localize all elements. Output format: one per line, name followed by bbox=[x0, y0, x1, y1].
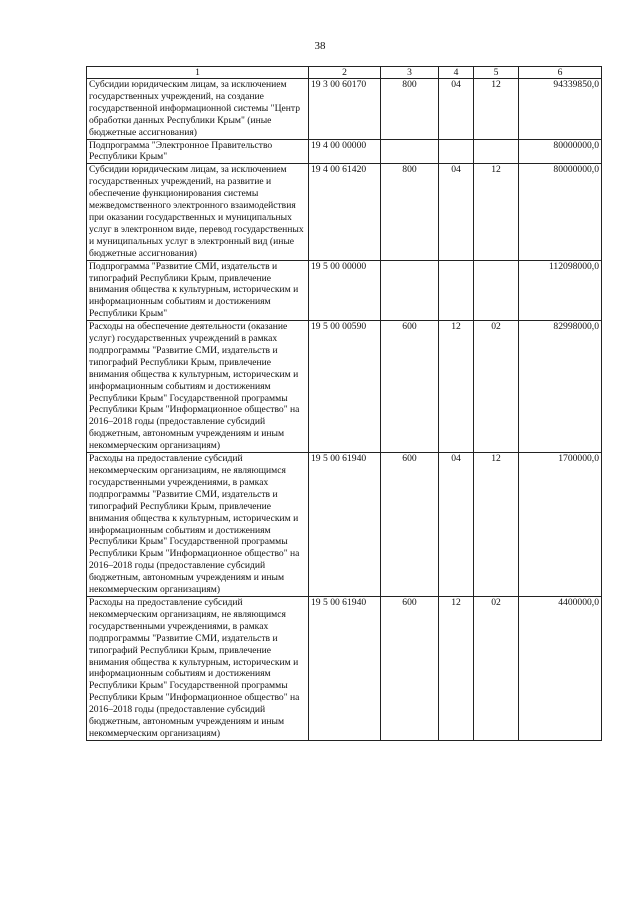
row-name: Расходы на предоставление субсидий некоммерческим организациям, не являющимся государственными учреждениями, в рамках подпрограммы "Развитие СМИ, издательств и типографий Республики Крым, привлечение внимания общества к культурным, историческим и информационным событиям и достижениям Республики Крым" Государственной программы Республики Крым "Информационное общество" на 2016–2018 годы (предоставление субсидий бюджетным, автономным учреждениям и иным некоммерческим организациям) bbox=[87, 596, 309, 740]
table-header-row bbox=[87, 67, 602, 79]
row-expense-type bbox=[381, 139, 439, 164]
column-header: 2 bbox=[309, 67, 381, 79]
row-subsection bbox=[474, 139, 519, 164]
row-subsection: 12 bbox=[474, 79, 519, 140]
row-target-article: 19 5 00 00000 bbox=[309, 260, 381, 321]
row-section: 12 bbox=[439, 321, 474, 453]
row-name: Расходы на обеспечение деятельности (оказание услуг) государственных учреждений в рамках подпрограммы "Развитие СМИ, издательств и типографий Республики Крым, привлечение внимания общества к культурным, историческим и информационным событиям и достижениям Республики Крым" Государственной программы Республики Крым "Информационное общество" на 2016–2018 годы (предоставление субсидий бюджетным, автономным учреждениям и иным некоммерческим организациям) bbox=[87, 321, 309, 453]
row-expense-type: 600 bbox=[381, 453, 439, 597]
row-target-article: 19 3 00 60170 bbox=[309, 79, 381, 140]
row-expense-type: 600 bbox=[381, 321, 439, 453]
row-target-article: 19 4 00 00000 bbox=[309, 139, 381, 164]
row-section bbox=[439, 139, 474, 164]
row-section: 04 bbox=[439, 164, 474, 260]
row-subsection: 12 bbox=[474, 453, 519, 597]
row-expense-type bbox=[381, 260, 439, 321]
row-name: Расходы на предоставление субсидий некоммерческим организациям, не являющимся государственными учреждениями, в рамках подпрограммы "Развитие СМИ, издательств и типографий Республики Крым, привлечение внимания общества к культурным, историческим и информационным событиям и достижениям Республики Крым" Государственной программы Республики Крым "Информационное общество" на 2016–2018 годы (предоставление субсидий бюджетным, автономным учреждениям и иным некоммерческим организациям) bbox=[87, 453, 309, 597]
column-header: 5 bbox=[474, 67, 519, 79]
row-amount: 112098000,0 bbox=[519, 260, 602, 321]
row-subsection: 12 bbox=[474, 164, 519, 260]
page-number: 38 bbox=[314, 40, 326, 52]
row-target-article: 19 5 00 61940 bbox=[309, 453, 381, 597]
row-subsection: 02 bbox=[474, 321, 519, 453]
row-section: 12 bbox=[439, 596, 474, 740]
row-section: 04 bbox=[439, 79, 474, 140]
row-amount: 1700000,0 bbox=[519, 453, 602, 597]
row-target-article: 19 4 00 61420 bbox=[309, 164, 381, 260]
table-row bbox=[87, 453, 602, 597]
table-row bbox=[87, 321, 602, 453]
row-expense-type: 600 bbox=[381, 596, 439, 740]
row-name: Подпрограмма "Электронное Правительство Республики Крым" bbox=[87, 139, 309, 164]
row-expense-type: 800 bbox=[381, 164, 439, 260]
row-amount: 94339850,0 bbox=[519, 79, 602, 140]
column-header: 3 bbox=[381, 67, 439, 79]
column-header: 4 bbox=[439, 67, 474, 79]
row-name: Субсидии юридическим лицам, за исключением государственных учреждений, на развитие и обеспечение функционирования системы межведомственного электронного взаимодействия при оказании государственных и муниципальных услуг в электронном виде, перевод государственных и муниципальных услуг в электронный вид (иные бюджетные ассигнования) bbox=[87, 164, 309, 260]
table-row bbox=[87, 79, 602, 140]
table-row bbox=[87, 139, 602, 164]
row-target-article: 19 5 00 00590 bbox=[309, 321, 381, 453]
row-amount: 80000000,0 bbox=[519, 164, 602, 260]
row-amount: 82998000,0 bbox=[519, 321, 602, 453]
table-row bbox=[87, 260, 602, 321]
column-header: 6 bbox=[519, 67, 602, 79]
row-name: Подпрограмма "Развитие СМИ, издательств и типографий Республики Крым, привлечение внимания общества к культурным, историческим и информационным событиям и достижениям Республики Крым" bbox=[87, 260, 309, 321]
row-subsection bbox=[474, 260, 519, 321]
row-expense-type: 800 bbox=[381, 79, 439, 140]
row-amount: 4400000,0 bbox=[519, 596, 602, 740]
row-section bbox=[439, 260, 474, 321]
row-target-article: 19 5 00 61940 bbox=[309, 596, 381, 740]
row-name: Субсидии юридическим лицам, за исключением государственных учреждений, на создание государственной информационной системы "Центр обработки данных Республики Крым" (иные бюджетные ассигнования) bbox=[87, 79, 309, 140]
budget-table bbox=[86, 66, 602, 741]
table-row bbox=[87, 596, 602, 740]
row-section: 04 bbox=[439, 453, 474, 597]
row-amount: 80000000,0 bbox=[519, 139, 602, 164]
column-header: 1 bbox=[87, 67, 309, 79]
table-row bbox=[87, 164, 602, 260]
row-subsection: 02 bbox=[474, 596, 519, 740]
